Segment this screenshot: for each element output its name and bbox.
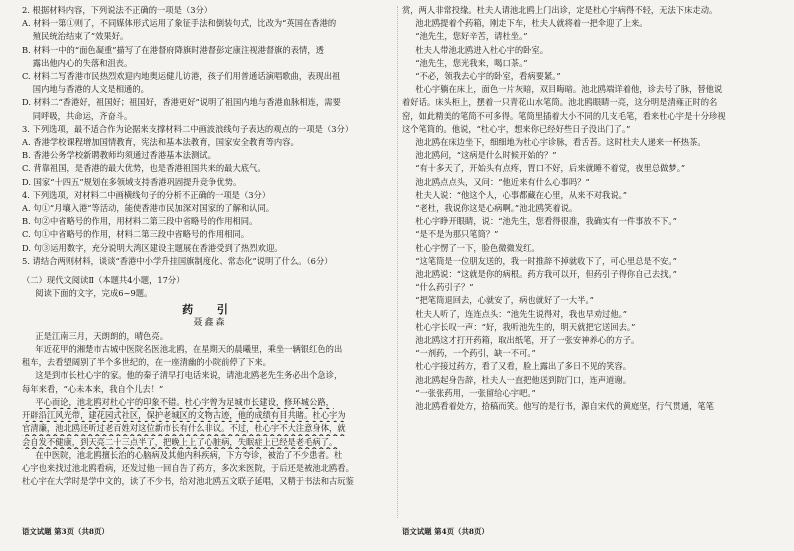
question-line: C. 材料二写香港市民热烈欢迎内地奥运健儿访港，孩子们用普通话演唱歌曲，表现出祖 <box>22 71 341 82</box>
question-line: 3. 下列选项，最不适合作为论据来支撑材料二中画波浪线句子表达的观点的一项是（3分） <box>22 123 354 134</box>
story-line: 开辟沿江风光带，建花园式社区，保护老城区的文物古迹，他的成绩有目共睹。杜心宇为 <box>22 410 346 421</box>
story-line: “把笔筒退回去，心就安了，病也就好了一大半。” <box>415 295 594 306</box>
story-line: 租车，去看望阔别了半个多世纪的，在一座清幽的小院前停了下来。 <box>22 357 271 368</box>
story-line: 着好话。床头柜上，摆着一只青花山水笔筒。池北鸥眼睛一亮，这分明是清雍正时的名 <box>402 97 718 108</box>
question-line: 露出他内心的失落和沮丧。 <box>32 57 133 68</box>
story-line: “池先生，您好辛苦，请杜坐。” <box>415 31 528 42</box>
story-line: “老杜，我说你这是心病啊。”池北鸥笑着说。 <box>415 203 578 214</box>
section-instruction: 阅读下面的文字，完成6~9题。 <box>35 288 153 299</box>
story-line: 池北鸥在床边坐下，细细地为杜心宇诊脉，看舌苔。这时杜夫人递来一杯热茶。 <box>415 137 706 148</box>
story-title: 药 引 <box>182 303 238 317</box>
story-line: 杜心宇接过药方，看了又看，脸上露出了多日不见的笑容。 <box>415 361 631 372</box>
question-line: D. 国家“十四五”规划在多领域支持香港巩固提升竞争优势。 <box>22 176 242 187</box>
story-line: 杜心宇长叹一声：“好，我听池先生的，明天就把它送回去。” <box>415 321 636 332</box>
question-line: B. 香港公务学校新聘教师均须通过香港基本法测试。 <box>22 150 216 161</box>
question-line: C. 句①中省略号的作用，材料二第三段中省略号的作用相同。 <box>22 229 250 240</box>
story-line: 会自发不健康，到天亮二十三点半了，把晚上上了心脏病，失眠症上已经是老毛病了。 <box>22 436 338 447</box>
story-line: 这是到市长杜心宇的家。他的秦子清早打电话来说，请池北鸥老先生务必出个急诊， <box>35 370 343 381</box>
story-line: 杜夫人说：“他这个人，心事都藏在心里，从来不对我说。” <box>415 189 628 200</box>
page-footer-left: 语文试题 第3页（共8页） <box>22 527 109 536</box>
story-line: 杜心宇在大学时是学中文的，读了不少书，给对池北鸥五文联子延唱，又精于书法和古玩鉴 <box>22 476 354 487</box>
story-line: 池北鸥看着处方，拾稿而笑。他写的是行书，源自宋代的黄庭坚，行气贯通，笔笔 <box>415 401 714 412</box>
left-column <box>22 4 398 488</box>
story-line: “这笔筒是一位朋友送的，我一时推辞不掉就收下了，可心里总是不安。” <box>415 255 677 266</box>
story-line: “池先生，您光我来，喝口茶。” <box>415 57 528 68</box>
story-line: 这个笔筒的。他说，“杜心宇，想来你已经好些日子没出门了。” <box>402 123 631 134</box>
story-line: 年近花甲的湘楚市古城中医院名医池北鸥，在星期天的晨曦里，乘坐一辆银红色的出 <box>35 344 343 355</box>
question-line: D. 句③运用数字，充分说明大湾区建设主题展在香港受到了热烈欢迎。 <box>22 242 283 253</box>
story-line: 杜夫人带池北鸥进入杜心宇的卧室。 <box>415 44 549 55</box>
story-line: 池北鸥这才打开药箱，取出纸笔，开了一张安神养心的方子。 <box>415 335 640 346</box>
story-line: 平心而论，池北鸥对杜心宇的印象不错。杜心宇曾为足城市长建设，修环城公路， <box>35 396 334 407</box>
question-line: 殖民统治结束了”效果好。 <box>32 31 129 42</box>
story-line: 池北鸥提着个药箱，刚走下车，杜夫人就将着一把伞迎了上来。 <box>415 18 648 29</box>
story-line: 赏，两人非常投缘。杜夫人请池北鸥上门出诊，定是杜心宇病得不轻，无法下床走动。 <box>402 5 718 15</box>
section-heading: （二）现代文阅读Ⅱ（本题共4小题，17分） <box>22 275 185 286</box>
page-footer-right: 语文试题 第4页（共8页） <box>402 527 489 536</box>
story-line: “一张张药用，一张留给心宇吧。” <box>415 387 536 398</box>
story-line: 杜心宇躺在床上，面色一片灰暗，双目晦暗。池北鸥端详着他，诊去号了脉，替他说 <box>415 84 723 95</box>
story-line: “有十多天了，开始头有点疼，胃口不好，后来就睡不着觉，夜里总做梦。” <box>415 163 686 174</box>
story-line: 杜心宇愣了一下，脸色微微发红。 <box>415 242 540 253</box>
story-line: 每年来看，“心未本来，我自个儿去！” <box>22 383 164 394</box>
story-line: 池北鸥起身告辞，杜夫人一直把他送到院门口，连声道谢。 <box>415 374 631 385</box>
question-line: D. 材料二“香港好，祖国好；祖国好，香港更好”说明了祖国内地与香港血脉相连，需要 <box>22 97 341 108</box>
question-line: 5. 请结合两则材料，谈谈“香港中小学升挂国旗制度化、常态化”说明了什么。（6分） <box>22 255 333 266</box>
story-text-left <box>22 330 398 488</box>
story-line: 心宇也来找过池北鸥看病，还发过他一回自告了药方，多次来医院，于后还是被池北鸥看。 <box>22 462 354 473</box>
story-line: “不必，领我去心宇的卧室，看病要紧。” <box>415 71 561 82</box>
question-line: A. 香港学校课程增加国情教育，宪法和基本法教育，国家安全教育等内容。 <box>22 137 299 148</box>
story-text-right <box>402 4 778 413</box>
story-line: 池北鸥说：“这就是你的病根。药方我可以开，但药引子得你自己去找。” <box>415 269 677 280</box>
question-line: A. 材料一第①则了，不同媒体形式运用了象征手法和倒装句式，比改为“英国在香港的 <box>22 18 337 29</box>
questions-block <box>22 4 398 268</box>
question-line: 4. 下列选项，对材料二中画横线句子的分析不正确的一项是（3分） <box>22 189 271 200</box>
story-line: “什么药引子？” <box>415 282 474 293</box>
question-line: 2. 根据材料内容，下列说法不正确的一项是（3分） <box>22 5 213 15</box>
question-line: 国内地与香港的人文是相通的。 <box>32 84 149 95</box>
story-line: 池北鸥问，“这病是什么时候开始的？” <box>415 150 557 161</box>
story-line: “是不是为那只笔筒？” <box>415 229 499 240</box>
story-line: 在中医院，池北鸥擅长治的心脑病及其他内科疾病，下方夸诊，被治了不少患者。杜 <box>35 449 343 460</box>
question-line: 同呼吸，共命运，齐奋斗。 <box>32 110 133 121</box>
story-line: 杜心宇睁开眼睛，说：“池先生，您看得很准，我确实有一件事放不下。” <box>415 216 677 227</box>
story-author: 聂鑫森 <box>193 317 227 328</box>
question-line: C. 背靠祖国，是香港的最大优势，也是香港祖国共来的最大底气。 <box>22 163 266 174</box>
question-line: B. 材料一中的“面色凝重”描写了在港督府降旗时港督彭定康注视港督旗的表情，透 <box>22 44 324 55</box>
question-line: A. 句①“月壤入港”等活动，能使香港市民加深对国家的了解和认同。 <box>22 203 275 214</box>
story-line: 窑，如此精美的笔筒不可多得。笔筒里插着大小不同的几支毛笔，看来杜心宇是十分珍视 <box>402 110 726 121</box>
story-line: 池北鸥点点头，又问：“他近来有什么心事吗？” <box>415 176 590 187</box>
story-line: 正是江南三月，天朗朗的，晴色亮。 <box>35 330 169 341</box>
story-line: “一剂药，一个药引，缺一不可。” <box>415 348 536 359</box>
question-line: B. 句②中省略号的作用，用材料二第三段中省略号的作用相同。 <box>22 216 258 227</box>
story-line: 杜夫人听了，连连点头：“池先生说得对，我也早劝过他。” <box>415 308 628 319</box>
story-line: 官清廉，池北鸥还听过老百姓对这位新市长有什么非议。不过，杜心宇不大注意身体，就 <box>22 423 346 434</box>
right-column <box>402 4 778 413</box>
